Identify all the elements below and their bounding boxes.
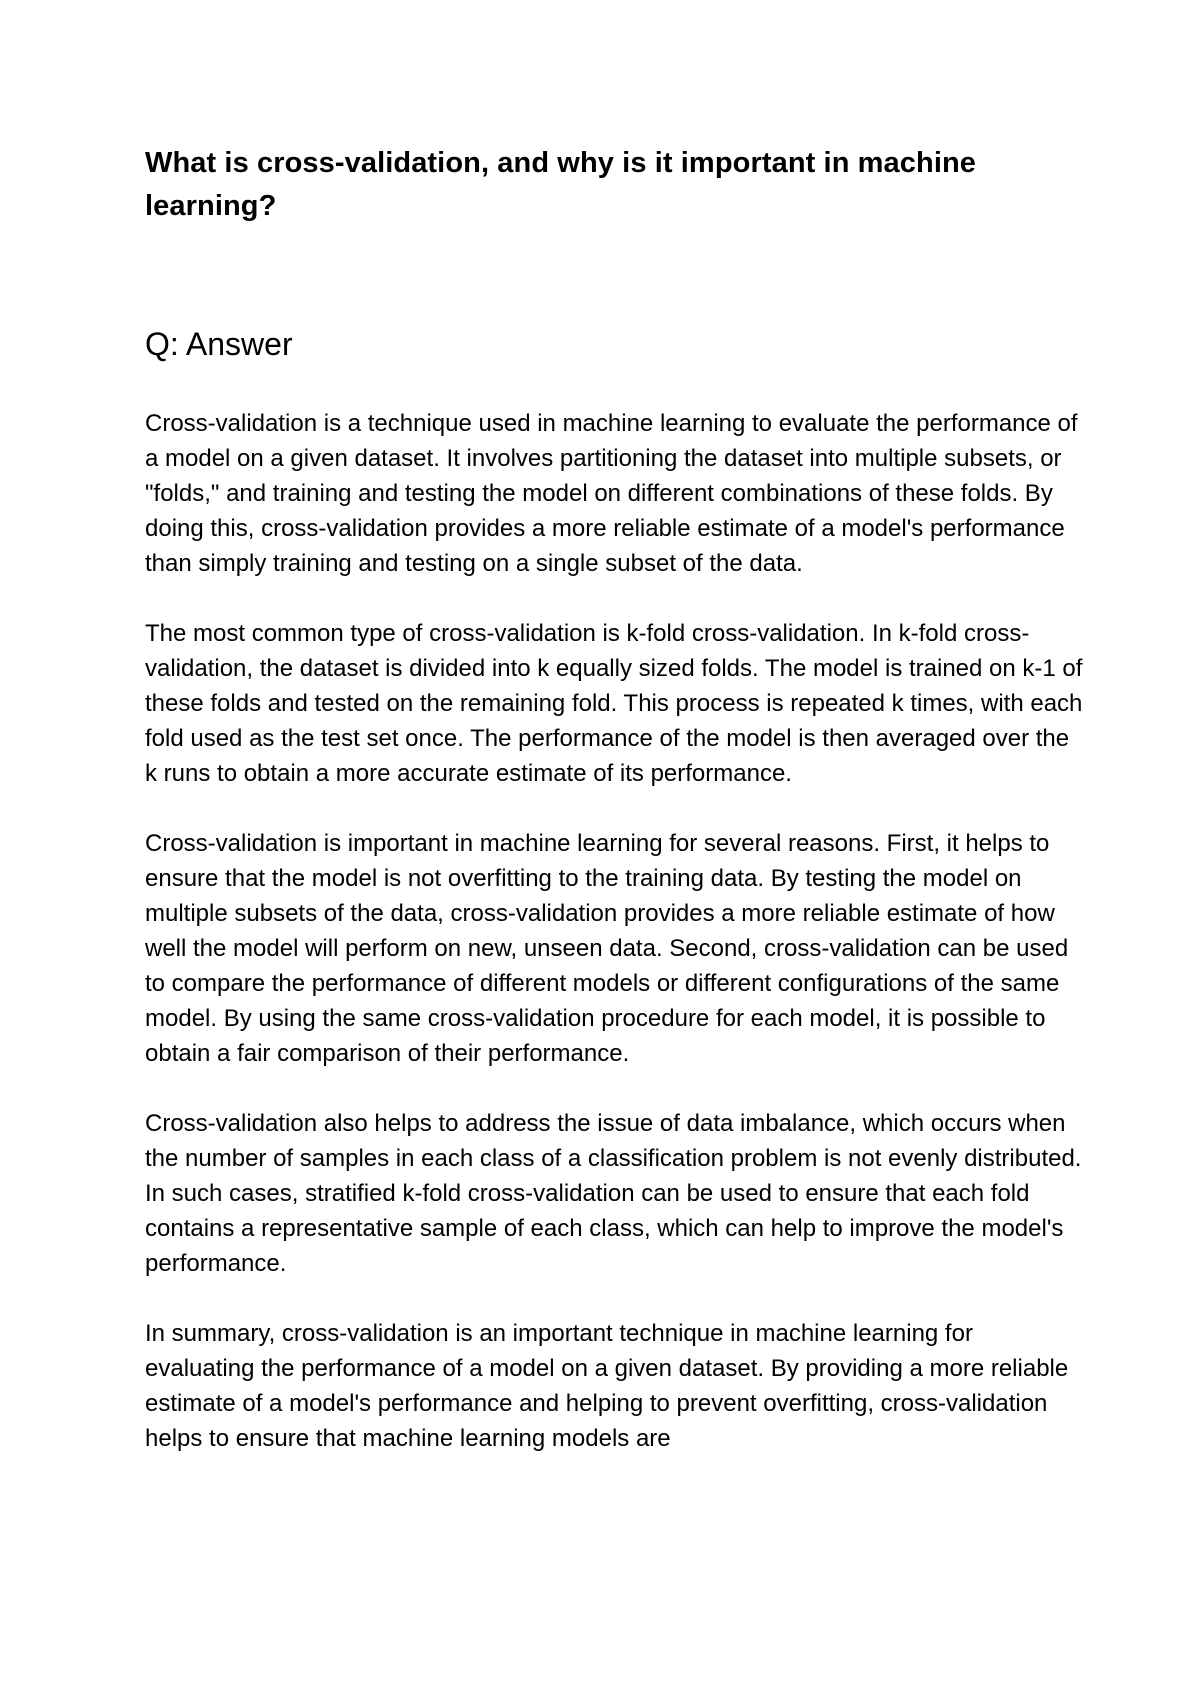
- answer-heading: Q: Answer: [145, 326, 293, 362]
- question-title: What is cross-validation, and why is it important in machine learning?: [145, 147, 977, 222]
- paragraph-summary: In summary, cross-validation is an important technique in machine learning for evaluating the performance of a model on a given dataset. By providing a more reliable estimate of a model's performance and helping to prevent overfitting, cross-validation helps to ensure that machine learning models are: [145, 1320, 1069, 1452]
- answer-body: [145, 406, 1085, 1456]
- document-content: [145, 142, 1085, 1456]
- paragraph-imbalance: Cross-validation also helps to address the issue of data imbalance, which occurs when the number of samples in each class of a classification problem is not evenly distributed. In such cases, stratified k-fold cross-validation can be used to ensure that each fold contains a representative sample of each class, which can help to improve the model's performance.: [145, 1110, 1082, 1277]
- paragraph-importance: Cross-validation is important in machine learning for several reasons. First, it helps to ensure that the model is not overfitting to the training data. By testing the model on multiple subsets of the data, cross-validation provides a more reliable estimate of how well the model will perform on new, unseen data. Second, cross-validation can be used to compare the performance of different models or different configurations of the same model. By using the same cross-validation procedure for each model, it is possible to obtain a fair comparison of their performance.: [145, 830, 1069, 1067]
- paragraph-intro: Cross-validation is a technique used in machine learning to evaluate the performance of a model on a given dataset. It involves partitioning the dataset into multiple subsets, or "folds," and training and testing the model on different combinations of these folds. By doing this, cross-validation provides a more reliable estimate of a model's performance than simply training and testing on a single subset of the data.: [145, 410, 1078, 577]
- paragraph-k-fold: The most common type of cross-validation is k-fold cross-validation. In k-fold cross-validation, the dataset is divided into k equally sized folds. The model is trained on k-1 of these folds and tested on the remaining fold. This process is repeated k times, with each fold used as the test set once. The performance of the model is then averaged over the k runs to obtain a more accurate estimate of its performance.: [145, 620, 1083, 787]
